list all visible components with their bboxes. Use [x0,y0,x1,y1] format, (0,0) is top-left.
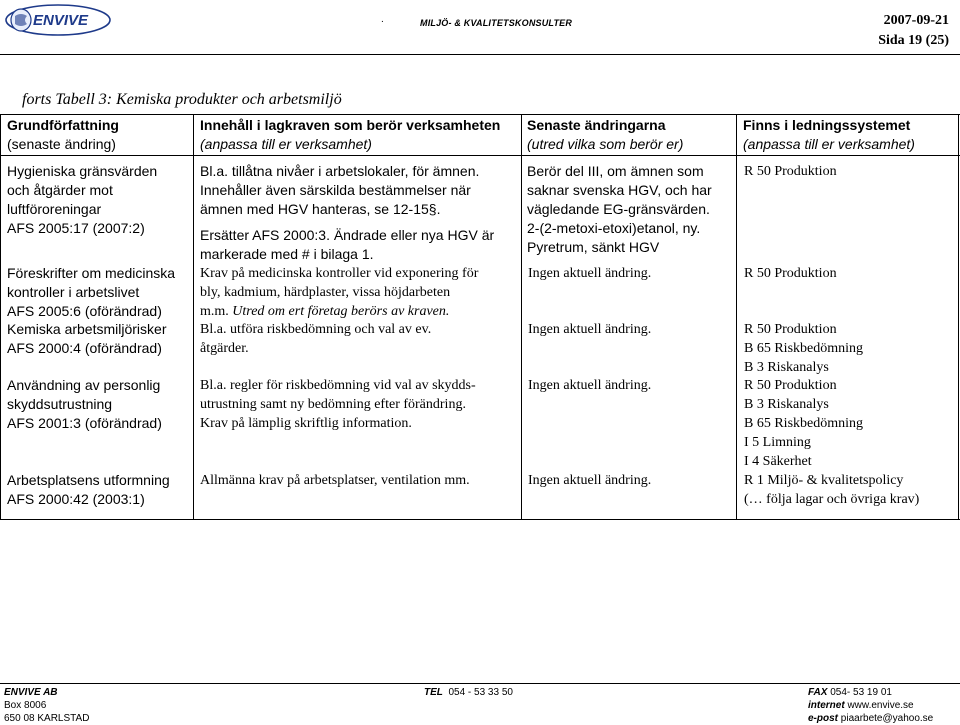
svg-text:ENVIVE: ENVIVE [33,12,89,29]
law-text: AFS 2005:17 (2007:2) [7,220,145,236]
envive-logo [3,2,113,38]
law-text: kontroller i arbetslivet [7,284,140,300]
header-dot: . [381,14,384,25]
fax-label: FAX [808,687,828,698]
row-4-content [200,376,476,433]
header-title: Innehåll i lagkraven som berör verksamheten [200,117,501,133]
row-5-content [200,471,470,490]
header-row-divider [0,155,960,156]
footer-company: ENVIVE AB [4,687,58,698]
content-text: markerade med # i bilaga 1. [200,246,374,262]
row-3-system [744,320,863,377]
table-caption: forts Tabell 3: Kemiska produkter och arbetsmiljö [22,91,342,108]
header-subtitle: (utred vilka som berör er) [527,136,684,152]
law-text: skyddsutrustning [7,396,113,412]
system-ref: R 50 Produktion [744,164,837,179]
change-text: Ingen aktuell ändring. [528,473,652,488]
row-5-system [744,471,919,509]
change-text: Ingen aktuell ändring. [528,266,652,281]
row-1-system [744,162,837,181]
header-cell-law [7,116,119,154]
legal-requirements-table [0,114,960,520]
change-text: Pyretrum, sänkt HGV [527,239,660,255]
row-3-changes [528,320,651,339]
law-text: AFS 2001:3 (oförändrad) [7,415,162,431]
footer-phone [424,686,513,699]
header-date: 2007-09-21 [883,13,949,28]
content-text: m.m. [200,304,229,319]
footer-address-line: Box 8006 [4,700,47,711]
system-ref: R 50 Produktion [744,322,837,337]
email-link[interactable]: piaarbete@yahoo.se [840,713,934,724]
law-text: Kemiska arbetsmiljörisker [7,321,167,337]
content-text: Innehåller även särskilda bestämmelser när [200,182,471,198]
change-text: 2-(2-metoxi-etoxi)etanol, ny. [527,220,701,236]
change-text: Ingen aktuell ändring. [528,322,652,337]
row-4-system [744,376,863,471]
internet-label: internet [808,700,845,711]
law-text: Hygieniska gränsvärden [7,163,158,179]
content-text: Allmänna krav på arbetsplatser, ventilation mm. [200,473,470,488]
row-2-law [7,264,175,321]
system-ref: I 4 Säkerhet [744,454,812,469]
row-2-changes [528,264,651,283]
content-text: åtgärder. [200,341,249,356]
content-text: Ersätter AFS 2000:3. Ändrade eller nya HGV är [200,227,495,243]
system-ref: B 65 Riskbedömning [744,416,864,431]
content-text: ämnen med HGV hanteras, se 12-15§. [200,201,441,217]
header-subtitle: (senaste ändring) [7,136,116,152]
system-ref: B 3 Riskanalys [744,397,829,412]
table-border-top [0,114,960,115]
column-divider [521,114,522,520]
content-text: utrustning samt ny bedömning efter förändring. [200,397,466,412]
row-1-content [200,162,494,264]
law-text: AFS 2000:42 (2003:1) [7,491,145,507]
system-ref: (… följa lagar och övriga krav) [744,492,920,507]
header-subtitle: (anpassa till er verksamhet) [200,136,372,152]
row-1-changes [527,162,712,257]
law-text: AFS 2005:6 (oförändrad) [7,303,162,319]
row-5-changes [528,471,651,490]
row-3-content [200,320,431,358]
row-5-law [7,471,170,509]
law-text: Föreskrifter om medicinska [7,265,176,281]
change-text: vägledande EG-gränsvärden. [527,201,710,217]
change-text: Berör del III, om ämnen som [527,163,704,179]
content-text: Bl.a. utföra riskbedömning och val av ev. [200,322,432,337]
system-ref: I 5 Limning [744,435,811,450]
law-text: luftföroreningar [7,201,102,217]
law-text: Arbetsplatsens utformning [7,472,170,488]
row-4-law [7,376,162,433]
content-text: Krav på medicinska kontroller vid exponering för [200,266,479,281]
header-cell-changes [527,116,683,154]
content-text: Bl.a. regler för riskbedömning vid val av skydds- [200,378,476,393]
header-divider [0,54,960,55]
system-ref: R 50 Produktion [744,378,837,393]
system-ref: R 50 Produktion [744,266,837,281]
system-ref: R 1 Miljö- & kvalitetspolicy [744,473,904,488]
header-title: Finns i ledningssystemet [743,117,911,133]
law-text: och åtgärder mot [7,182,113,198]
footer-address [4,686,89,725]
row-2-content [200,264,478,321]
table-border-right [958,114,959,520]
change-text: Ingen aktuell ändring. [528,378,652,393]
content-text: bly, kadmium, härdplaster, vissa höjdarbeten [200,285,451,300]
header-title: Senaste ändringarna [527,117,666,133]
table-border-left [0,114,1,520]
system-ref: B 3 Riskanalys [744,360,829,375]
row-3-law [7,320,166,358]
law-text: Användning av personlig [7,377,161,393]
table-border-bottom [0,519,960,520]
system-ref: B 65 Riskbedömning [744,341,864,356]
content-text: Krav på lämplig skriftlig information. [200,416,412,431]
header-tagline: MILJÖ- & KVALITETSKONSULTER [420,18,573,28]
header-subtitle: (anpassa till er verksamhet) [743,136,915,152]
change-text: saknar svenska HGV, och har [527,182,712,198]
law-text: AFS 2000:4 (oförändrad) [7,340,162,356]
header-cell-system [743,116,915,154]
row-1-law [7,162,157,238]
content-text: Bl.a. tillåtna nivåer i arbetslokaler, för ämnen. [200,163,480,179]
column-divider [736,114,737,520]
fax-number: 054- 53 19 01 [830,687,892,698]
header-title: Grundförfattning [7,117,119,133]
column-divider [193,114,194,520]
row-2-system [744,264,837,283]
email-label: e-post [808,713,838,724]
header-page-number: Sida 19 (25) [878,33,949,48]
row-4-changes [528,376,651,395]
website-link[interactable]: www.envive.se [847,700,914,711]
tel-number: 054 - 53 33 50 [448,687,513,698]
content-note: Utred om ert företag berörs av kraven. [232,304,450,319]
footer-contact [808,686,933,725]
tel-label: TEL [424,687,443,698]
footer-divider [0,683,960,684]
footer-address-line: 650 08 KARLSTAD [4,713,90,724]
header-cell-content [200,116,500,154]
